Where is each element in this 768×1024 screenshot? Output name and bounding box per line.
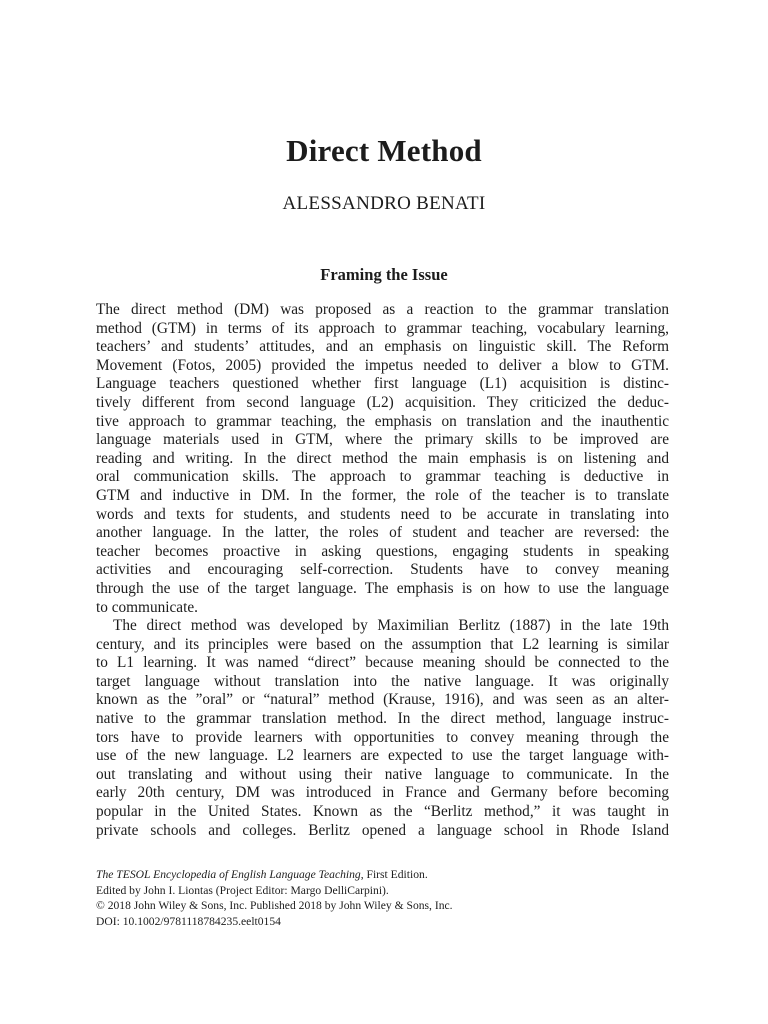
text-line: native to the grammar translation method. In the direct method, language instruc-: [96, 710, 669, 728]
text-line: teacher becomes proactive in asking questions, engaging students in speaking: [96, 542, 669, 560]
text-line: language materials used in GTM, where the primary skills to be improved are: [96, 431, 669, 449]
book-title: The TESOL Encyclopedia of English Language Teaching: [96, 868, 361, 881]
copyright-line: © 2018 John Wiley & Sons, Inc. Published 2018 by John Wiley & Sons, Inc.: [96, 899, 453, 912]
text-line: tively different from second language (L2) acquisition. They criticized the deduc-: [96, 393, 669, 411]
doi-line: DOI: 10.1002/9781118784235.eelt0154: [96, 914, 281, 928]
text-line: method (GTM) in terms of its approach to grammar teaching, vocabulary learning,: [96, 319, 669, 337]
text-line: reading and writing. In the direct method the main emphasis is on listening and: [96, 449, 669, 467]
text-line: another language. In the latter, the roles of student and teacher are reversed: the: [96, 524, 669, 542]
text-line: activities and encouraging self-correction. Students have to convey meaning: [96, 561, 669, 579]
text-line: oral communication skills. The approach to grammar teaching is deductive in: [96, 468, 669, 486]
text-line: to L1 learning. It was named “direct” because meaning should be connected to the: [96, 654, 669, 672]
paragraph-2: [96, 617, 669, 840]
text-line: to communicate.: [96, 598, 198, 616]
author-name: ALESSANDRO BENATI: [282, 193, 486, 214]
citation-line: [96, 867, 669, 883]
section-heading: Framing the Issue: [320, 265, 448, 284]
text-line: target language without translation into the native language. It was originally: [96, 672, 669, 690]
edition-text: , First Edition.: [360, 868, 428, 881]
editors-line: Edited by John I. Liontas (Project Editor: Margo DelliCarpini).: [96, 883, 389, 897]
text-line: through the use of the target language. The emphasis is on how to use the language: [96, 579, 669, 597]
text-line: The direct method was developed by Maximilian Berlitz (1887) in the late 19th: [113, 617, 669, 635]
text-line: century, and its principles were based on the assumption that L2 learning is similar: [96, 635, 669, 653]
text-line: tive approach to grammar teaching, the emphasis on translation and the inauthentic: [96, 412, 669, 430]
article-body: [96, 301, 669, 840]
text-line: use of the new language. L2 learners are expected to use the target language with-: [96, 747, 669, 765]
text-line: out translating and without using their native language to communicate. In the: [96, 765, 669, 783]
publication-footer: [96, 867, 669, 929]
text-line: Language teachers questioned whether first language (L1) acquisition is distinc-: [96, 375, 669, 393]
paragraph-1: [96, 301, 669, 617]
article-title: Direct Method: [286, 133, 482, 168]
text-line: teachers’ and students’ attitudes, and an emphasis on linguistic skill. The Reform: [96, 338, 669, 356]
text-line: private schools and colleges. Berlitz opened a language school in Rhode Island: [96, 821, 669, 839]
text-line: popular in the United States. Known as the “Berlitz method,” it was taught in: [96, 803, 669, 821]
text-line: words and texts for students, and students need to be accurate in translating into: [96, 505, 669, 523]
text-line: tors have to provide learners with opportunities to convey meaning through the: [96, 728, 669, 746]
text-line: Movement (Fotos, 2005) provided the impetus needed to deliver a blow to GTM.: [96, 356, 669, 374]
text-line: The direct method (DM) was proposed as a reaction to the grammar translation: [96, 301, 669, 318]
text-line: early 20th century, DM was introduced in France and Germany before becoming: [96, 784, 669, 802]
text-line: known as the ”oral” or “natural” method (Krause, 1916), and was seen as an alter-: [96, 691, 669, 709]
text-line: GTM and inductive in DM. In the former, the role of the teacher is to translate: [96, 486, 669, 504]
